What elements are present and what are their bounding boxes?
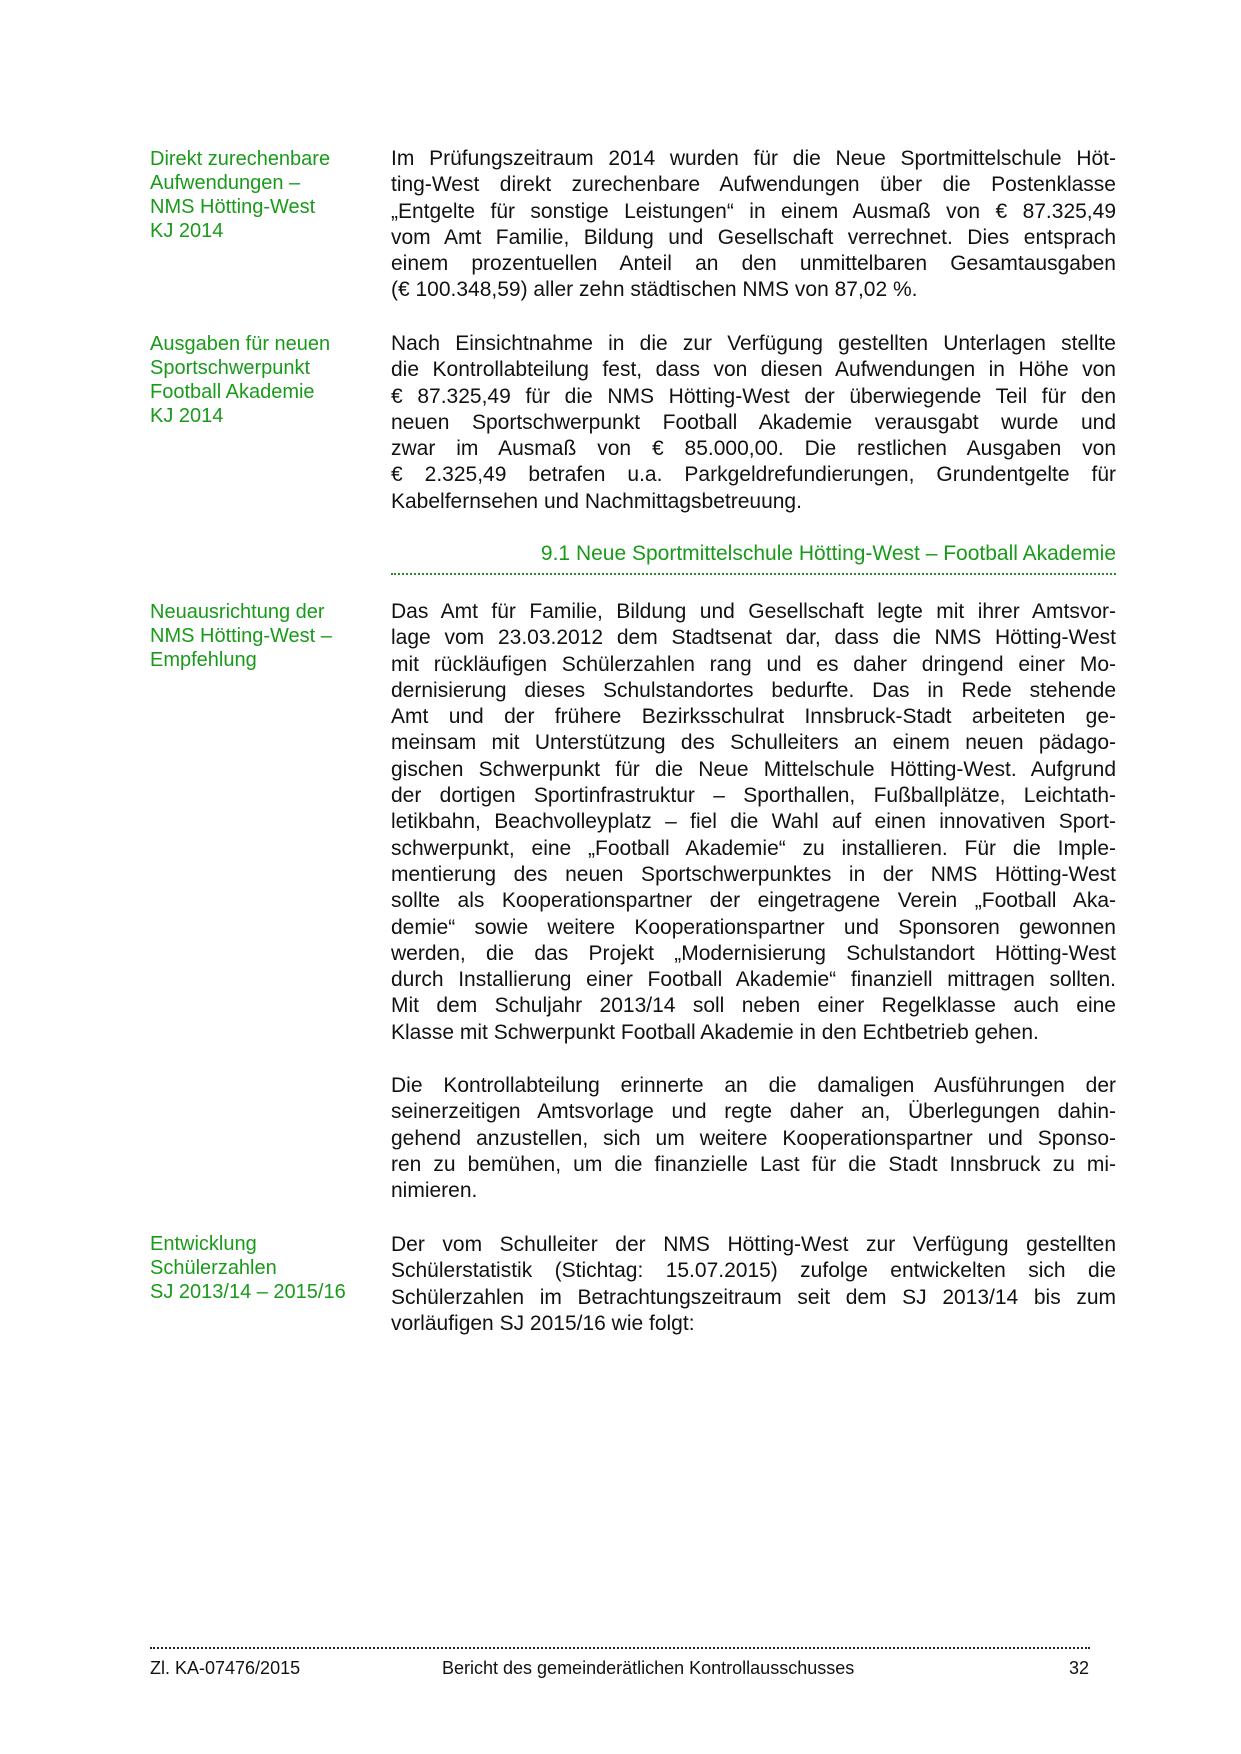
paragraph-line: Der vom Schulleiter der NMS Hötting-West zur Verfügung gestellten (391, 1233, 1116, 1256)
side-note-line: Ausgaben für neuen (150, 333, 331, 355)
side-note-line: Aufwendungen – (150, 172, 301, 194)
paragraph-line: meinsam mit Unterstützung des Schulleiters an einem neuen pädago- (391, 731, 1116, 755)
side-note-line: KJ 2014 (150, 405, 224, 427)
side-note-direct-expenses (150, 147, 370, 243)
paragraph-line: lage vom 23.03.2012 dem Stadtsenat dar, dass die NMS Hötting-West (391, 626, 1116, 650)
paragraph-line: Mit dem Schuljahr 2013/14 soll neben einer Regelklasse auch eine (391, 994, 1116, 1018)
paragraph-direct-expenses (391, 146, 1116, 304)
paragraph-sport-expenses (391, 331, 1116, 515)
footer-divider (150, 1647, 1090, 1649)
side-note-line: Sportschwerpunkt (150, 357, 311, 379)
side-note-line: Football Akademie (150, 381, 315, 403)
paragraph-line: letikbahn, Beachvolleyplatz – fiel die Wahl auf einen innovativen Sport- (391, 810, 1116, 834)
paragraph-line: sollte als Kooperationspartner der eingetragene Verein „Football Aka- (391, 889, 1116, 913)
paragraph-student-statistics (391, 1232, 1116, 1337)
paragraph-line: dernisierung dieses Schulstandortes bedurfte. Das in Rede stehende (391, 678, 1116, 702)
side-note-line: KJ 2014 (150, 220, 224, 242)
side-note-line: Neuausrichtung der (150, 601, 325, 623)
paragraph-line: Amt und der frühere Bezirksschulrat Innsbruck-Stadt arbeiteten ge- (391, 705, 1116, 729)
paragraph-line: „Entgelte für sonstige Leistungen“ in einem Ausmaß von € 87.325,49 (391, 199, 1116, 223)
paragraph-line: Nach Einsichtnahme in die zur Verfügung gestellten Unterlagen stellte (391, 332, 1116, 355)
paragraph-line: (€ 100.348,59) aller zehn städtischen NMS von 87,02 %. (391, 278, 918, 302)
footer-reference: Zl. KA-07476/2015 (150, 1658, 301, 1678)
footer-title: Bericht des gemeinderätlichen Kontrollausschusses (442, 1658, 855, 1678)
paragraph-line: werden, die das Projekt „Modernisierung Schulstandort Hötting-West (391, 941, 1116, 965)
paragraph-line: ren zu bemühen, um die finanzielle Last für die Stadt Innsbruck zu mi- (391, 1152, 1116, 1176)
paragraph-line: vom Amt Familie, Bildung und Gesellschaft verrechnet. Dies entsprach (391, 225, 1116, 249)
paragraph-line: zwar im Ausmaß von € 85.000,00. Die restlichen Ausgaben von (391, 437, 1116, 461)
paragraph-line: einem prozentuellen Anteil an den unmittelbaren Gesamtausgaben (391, 252, 1116, 276)
paragraph-line: vorläufigen SJ 2015/16 wie folgt: (391, 1311, 695, 1335)
paragraph-line: Die Kontrollabteilung erinnerte an die damaligen Ausführungen der (391, 1074, 1116, 1097)
paragraph-line: der dortigen Sportinfrastruktur – Sporthallen, Fußballplätze, Leichtath- (391, 784, 1116, 808)
paragraph-line: gehend anzustellen, sich um weitere Kooperationspartner und Sponso- (391, 1126, 1116, 1150)
side-note-student-numbers (150, 1232, 370, 1304)
paragraph-line: mit rückläufigen Schülerzahlen rang und es daher dringend einer Mo- (391, 652, 1116, 676)
side-note-line: Empfehlung (150, 649, 257, 671)
paragraph-line: Schülerstatistik (Stichtag: 15.07.2015) zufolge entwickelten sich die (391, 1259, 1116, 1283)
page-number: 32 (1069, 1658, 1090, 1678)
paragraph-line: Schülerzahlen im Betrachtungszeitraum seit dem SJ 2013/14 bis zum (391, 1285, 1116, 1309)
paragraph-recommendation (391, 1073, 1116, 1204)
heading-divider (391, 573, 1116, 575)
side-note-line: Entwicklung (150, 1233, 257, 1255)
paragraph-line: gischen Schwerpunkt für die Neue Mittelschule Hötting-West. Aufgrund (391, 757, 1116, 781)
paragraph-line: € 2.325,49 betrafen u.a. Parkgeldrefundierungen, Grundentgelte für (391, 463, 1116, 487)
paragraph-line: Das Amt für Familie, Bildung und Gesellschaft legte mit ihrer Amtsvor- (391, 600, 1116, 623)
paragraph-line: € 87.325,49 für die NMS Hötting-West der überwiegende Teil für den (391, 384, 1116, 408)
paragraph-line: neuen Sportschwerpunkt Football Akademie verausgabt wurde und (391, 410, 1116, 434)
paragraph-line: ting-West direkt zurechenbare Aufwendungen über die Postenklasse (391, 173, 1116, 197)
paragraph-line: durch Installierung einer Football Akademie“ finanziell mittragen sollten. (391, 968, 1116, 992)
paragraph-line: schwerpunkt, eine „Football Akademie“ zu installieren. Für die Imple- (391, 836, 1116, 860)
paragraph-line: mentierung des neuen Sportschwerpunktes in der NMS Hötting-West (391, 862, 1116, 886)
paragraph-line: seinerzeitigen Amtsvorlage und regte daher an, Überlegungen dahin- (391, 1100, 1116, 1124)
side-note-line: SJ 2013/14 – 2015/16 (150, 1281, 346, 1303)
side-note-line: NMS Hötting-West – (150, 625, 332, 647)
side-note-line: Direkt zurechenbare (150, 148, 331, 170)
side-note-line: Schülerzahlen (150, 1257, 277, 1279)
paragraph-line: Im Prüfungszeitraum 2014 wurden für die Neue Sportmittelschule Höt- (391, 147, 1116, 170)
side-note-sport-expenses (150, 332, 370, 428)
side-note-line: NMS Hötting-West (150, 196, 316, 218)
paragraph-line: Kabelfernsehen und Nachmittagsbetreuung. (391, 489, 802, 513)
paragraph-line: demie“ sowie weitere Kooperationspartner und Sponsoren gewonnen (391, 915, 1116, 939)
paragraph-realignment (391, 599, 1116, 1046)
paragraph-line: die Kontrollabteilung fest, dass von diesen Aufwendungen in Höhe von (391, 358, 1116, 382)
paragraph-line: nimieren. (391, 1179, 478, 1203)
section-heading: 9.1 Neue Sportmittelschule Hötting-West – Football Akademie (540, 542, 1116, 565)
side-note-realignment (150, 600, 370, 672)
paragraph-line: Klasse mit Schwerpunkt Football Akademie in den Echtbetrieb gehen. (391, 1020, 1039, 1044)
